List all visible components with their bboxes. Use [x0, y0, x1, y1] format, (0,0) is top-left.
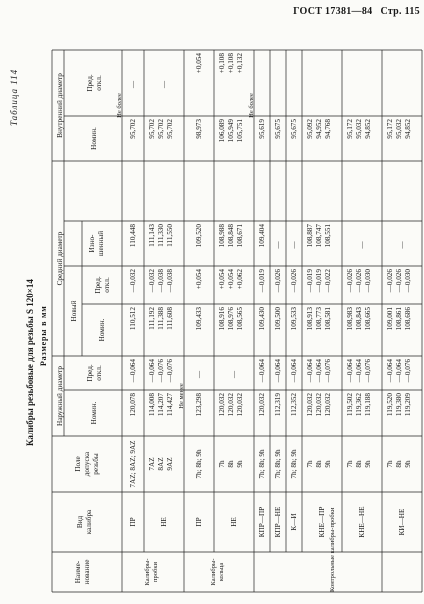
row-od-nominal: 112,352	[290, 393, 298, 417]
row-md-nominal: 109,430	[258, 307, 266, 331]
row-tolerance: 7h; 8h; 9h	[274, 449, 282, 479]
row-md-nominal: 109,433	[195, 307, 203, 331]
header-worn: Изно- шенный	[88, 230, 105, 257]
row-od-nominal: 123,298	[195, 393, 203, 417]
rotated-table-stage	[4, 22, 424, 596]
header-naming: Наиме- нование	[74, 559, 91, 585]
row-id-deviation: —	[160, 80, 168, 89]
row-tolerance: 7h; 8h; 9h	[290, 449, 298, 479]
row-od-deviation: —0,064 —0,064 —0,076	[346, 359, 372, 383]
row-id-deviation: —	[129, 80, 137, 89]
table-title: Калибры резьбовые для резьбы S 120×14	[25, 279, 35, 446]
row-gauge-type: ПР	[195, 517, 203, 527]
row-tolerance: 7AZ 8AZ 9AZ	[148, 457, 174, 471]
note-ne-menee: Не менее	[178, 383, 185, 409]
row-tolerance: 7AZ; 8AZ; 9AZ	[129, 440, 137, 488]
row-od-deviation: —0,064	[258, 359, 266, 383]
row-tolerance: 7h 8h 9h	[306, 460, 332, 468]
header-new: Новый	[70, 300, 78, 322]
row-od-deviation: —0,064 —0,076 —0,076	[148, 359, 174, 383]
row-id-nominal: 95,172 95,032 94,852	[346, 119, 372, 139]
header-nominal: Номин.	[98, 318, 106, 342]
row-md-nominal: 109,533	[290, 307, 298, 331]
row-md-worn: 111,143 111,330 111,550	[148, 224, 174, 247]
row-md-deviation: —0,026	[290, 269, 298, 293]
row-od-deviation: —0,064 —0,064 —0,076	[386, 359, 412, 383]
row-md-deviation: —0,026 —0,026 —0,030	[386, 269, 412, 293]
row-md-worn: 109,520	[195, 224, 203, 248]
row-id-deviation: +0,108 +0,108 +0,132	[218, 53, 244, 74]
row-md-nominal: 111,192 111,388 111,608	[148, 307, 174, 330]
page-number: Стр. 115	[380, 6, 420, 17]
row-id-deviation: +0,054	[195, 53, 203, 74]
row-id-nominal: 106,089 105,949 105,751	[218, 119, 244, 143]
row-md-worn: 110,448	[129, 224, 137, 248]
row-md-worn: —	[290, 241, 298, 249]
row-md-nominal: 109,500	[274, 307, 282, 331]
header-deviation: Пред. откл.	[86, 74, 103, 92]
row-id-nominal: 98,973	[195, 119, 203, 139]
header-gauge-type: Вид калибра	[76, 509, 93, 535]
row-md-deviation: —0,019 —0,019 —0,022	[306, 269, 332, 293]
row-gauge-type: НЕ	[160, 517, 168, 527]
row-gauge-type: КНЕ—ПР	[318, 506, 326, 538]
header-deviation: Пред. откл.	[94, 276, 111, 294]
row-md-nominal: 108,913 108,773 108,581	[306, 307, 332, 331]
row-od-nominal: 119,502 119,362 119,188	[346, 393, 372, 417]
header-inner-diameter: Внутренний диаметр	[56, 73, 64, 138]
row-id-nominal: 95,675	[274, 119, 282, 139]
row-gauge-type: ПР	[129, 517, 137, 527]
standard-number: ГОСТ 17381—84	[293, 6, 373, 17]
row-gauge-type: КИ—НЕ	[398, 508, 406, 536]
row-md-deviation: —0,026 —0,026 —0,030	[346, 269, 372, 293]
row-md-deviation: +0,054 +0,054 +0,062	[218, 269, 244, 290]
row-tolerance: 7h 8h 9h	[218, 460, 244, 468]
table-number: Таблица 114	[9, 68, 19, 126]
header-middle-diameter: Средний диаметр	[56, 231, 64, 286]
header-deviation: Пред. откл.	[86, 364, 103, 382]
row-id-nominal: 95,702	[129, 119, 137, 139]
row-id-nominal: 95,702 95,702 95,702	[148, 119, 174, 139]
row-tolerance: 7h; 8h; 9h	[258, 449, 266, 479]
group-label: Калибры- пробки	[144, 558, 159, 586]
row-md-worn: 108,988 108,848 108,671	[218, 224, 244, 248]
row-md-worn: —	[358, 241, 366, 249]
row-gauge-type: КПР—ПР	[258, 506, 266, 538]
row-od-nominal: 114,008 114,207 114,427	[148, 393, 174, 417]
note-ne-bolee: Не более	[116, 93, 123, 118]
row-tolerance: 7h 8h 9h	[346, 460, 372, 468]
row-tolerance: 7h; 8h; 9h	[195, 449, 203, 479]
header-tolerance: Поле допуска резьбы	[74, 451, 100, 477]
row-od-deviation: —0,064	[290, 359, 298, 383]
row-md-worn: 109,404	[258, 224, 266, 248]
row-md-deviation: +0,054	[195, 269, 203, 290]
row-od-nominal: 120,032 120,032 120,032	[218, 393, 244, 417]
row-md-worn: 108,887 108,747 108,551	[306, 224, 332, 248]
row-gauge-type: К—И	[290, 513, 298, 531]
row-gauge-type: НЕ	[230, 517, 238, 527]
row-gauge-type: КПР—НЕ	[274, 506, 282, 538]
row-md-deviation: —0,026	[274, 269, 282, 293]
row-od-nominal: 120,032 120,032 120,032	[306, 393, 332, 417]
row-md-nominal: 110,512	[129, 307, 137, 331]
row-md-nominal: 109,001 108,861 108,686	[386, 307, 412, 331]
row-od-deviation: —0,064 —0,064 —0,076	[306, 359, 332, 383]
row-od-nominal: 112,319	[274, 393, 282, 417]
header-outer-diameter: Наружный диаметр	[56, 366, 64, 426]
group-label: Контрольные калибры-пробки	[329, 507, 336, 592]
row-md-deviation: —0,019	[258, 269, 266, 293]
row-od-nominal: 120,032	[258, 393, 266, 417]
header-nominal: Номин.	[90, 401, 98, 425]
row-od-deviation: —	[195, 370, 203, 379]
table-units: Размеры в мм	[39, 305, 48, 366]
row-od-deviation: —0,064	[129, 359, 137, 383]
row-md-nominal: 108,916 108,976 108,565	[218, 307, 244, 331]
header-nominal: Номин.	[90, 127, 98, 150]
row-md-nominal: 108,983 108,843 108,665	[346, 307, 372, 331]
row-id-nominal: 95,172 95,032 94,852	[386, 119, 412, 139]
row-id-nominal: 95,619	[258, 119, 266, 139]
note-ne-bolee: Не более	[248, 93, 255, 118]
row-od-deviation: —	[230, 370, 238, 379]
row-od-nominal: 120,078	[129, 393, 137, 417]
row-od-deviation: —0,064	[274, 359, 282, 383]
row-id-nominal: 95,675	[290, 119, 298, 139]
row-od-nominal: 119,520 119,380 119,209	[386, 393, 412, 417]
row-tolerance: 7h 8h 9h	[386, 460, 412, 468]
row-md-deviation: —0,032	[129, 269, 137, 293]
row-id-nominal: 95,092 94,952 94,768	[306, 119, 332, 139]
row-gauge-type: КНЕ—НЕ	[358, 506, 366, 538]
row-md-worn: —	[274, 241, 282, 249]
row-md-deviation: —0,032 —0,038 —0,038	[148, 269, 174, 293]
group-label: Калибры- кольца	[210, 558, 225, 586]
row-md-worn: —	[398, 241, 406, 249]
